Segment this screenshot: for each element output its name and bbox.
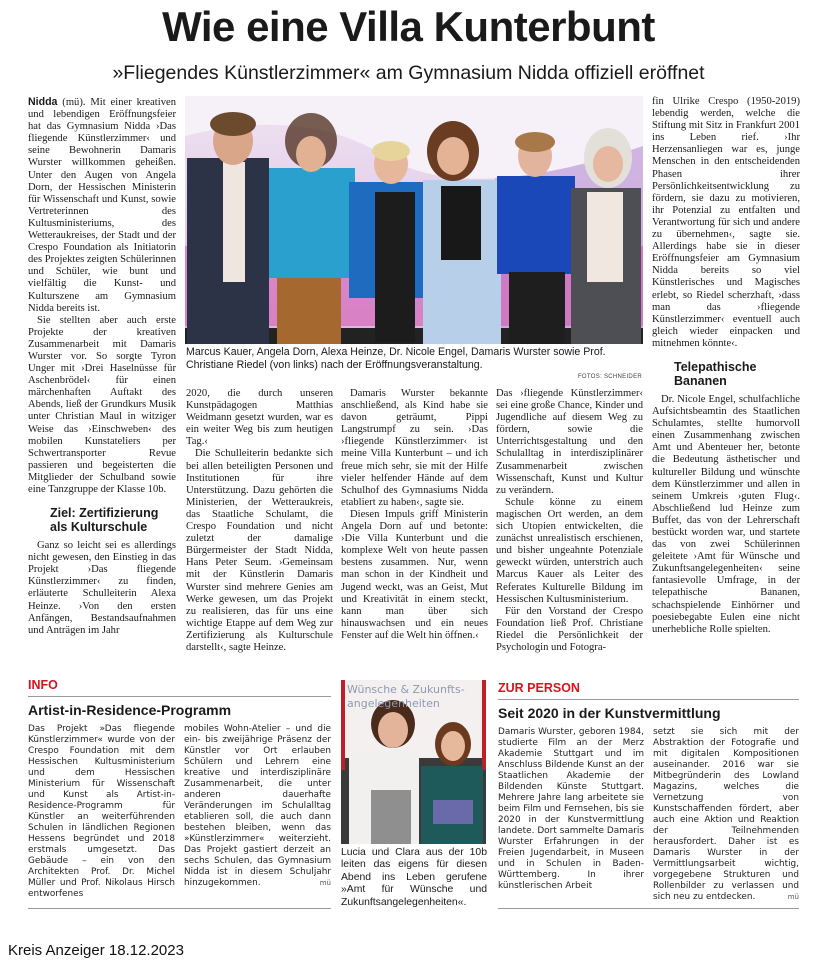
article-column-1 bbox=[28, 96, 176, 664]
source-note: Kreis Anzeiger 18.12.2023 bbox=[8, 942, 184, 959]
lead-paragraph bbox=[28, 96, 176, 315]
info-kicker: INFO bbox=[28, 678, 58, 692]
paragraph: Dr. Nicole Engel, schulfachliche Aufsichtsbeamtin des Staatlichen Schulamtes, stellte humorvoll einen Zusammenhang zwischen Amt und Abenteuer her, betonte die Bedeutung ästhetischer und kultureller Bildung und wünschte dem Künstlerzimmer und allen in seinem Umkreis ›guten Flug‹. Abschließend lud Heinze zum Buffet, das von der Lehrerschaft bestückt worden war, und startete das von zwei Schülerinnen geleitete ›Amt für Wünsche und Zukunftsangelegenheiten‹ seine fantasievolle Umfrage, in der telepathische Bananen, schachspielende Einhörner und poesiebegabte Eulen eine nicht unerhebliche Rolle spielten. bbox=[652, 393, 800, 635]
paragraph: 2020, die durch unseren Kunstpädagogen Matthias Weidmann gesetzt wurden, war es ein weiter Weg bis zum heutigen Tag.‹ bbox=[186, 388, 333, 448]
person-title: Seit 2020 in der Kunstvermittlung bbox=[498, 705, 721, 721]
info-bottom-rule bbox=[28, 908, 331, 909]
info-column-1: Das Projekt »Das fliegende Künstlerzimmer« wurde von der Crespo Foundation mit dem Hessischen Kultusministerium und dem Hessischen Ministerium für Wissenschaft und Kunst als Artist-in-Residence-Programm für Künstler an weiterführenden Schulen in ländlichen Regionen Hessens begründet und 2018 erstmals umgesetzt. Das Gebäude – ein von den Architekten Prof. Dr. Michel Müller und Prof. Nikolaus Hirsch entworfenes bbox=[28, 724, 175, 899]
group-photo bbox=[185, 96, 643, 344]
person-column-2 bbox=[653, 727, 799, 903]
article-column-5 bbox=[652, 96, 800, 664]
author-initials: mü bbox=[319, 879, 331, 887]
info-title: Artist-in-Residence-Programm bbox=[28, 702, 232, 718]
person-bottom-rule bbox=[498, 908, 799, 909]
group-photo-illustration bbox=[185, 96, 643, 344]
subheading: Ziel: Zertifizierung als Kulturschule bbox=[50, 506, 159, 535]
info-column-2 bbox=[184, 724, 331, 889]
dateline: Nidda bbox=[28, 96, 58, 108]
person-text: setzt sie sich mit der Abstraktion der Fotografie und mit digitalen Kompositionen auseinander. 2016 war sie Mitbegründerin des Lowland Magazins, welches die Vernetzung von Kunstschaffenden fördert, aber auch eine Aktion und Reaktion der Teilnehmenden herausfordert. Daher ist es Damaris Wurster in der Vermittlungsarbeit wichtig, vorgegebene Strukturen und Rollenbilder zu verlassen und sich neu zu entdecken. bbox=[653, 727, 799, 902]
headline: Wie eine Villa Kunterbunt bbox=[162, 3, 655, 50]
sign-text: Wünsche & Zukunfts-angelegenheiten bbox=[347, 683, 465, 710]
subheadline: »Fliegendes Künstlerzimmer« am Gymnasium Nidda offiziell eröffnet bbox=[112, 62, 705, 84]
info-rule bbox=[28, 696, 331, 697]
subheading: Telepathische Bananen bbox=[674, 359, 757, 388]
person-kicker: ZUR PERSON bbox=[498, 681, 580, 695]
paragraph: Diesen Impuls griff Ministerin Angela Dorn auf und betonte: ›Die Villa Kunterbunt und die komplexe Welt von heute passen bestens zusammen. Nur, wenn man schon in der Kindheit und Jugend weckt, was an Geist, Mut und Kreativität in einem steckt, kann man über sich hinauswachsen und ein neues Fenster auf die Welt hin öffnen.‹ bbox=[341, 508, 488, 641]
photo-caption: Marcus Kauer, Angela Dorn, Alexa Heinze, Dr. Nicole Engel, Damaris Wurster sowie Prof. Christiane Riedel (von links) nach der Eröffnungsveranstaltung. bbox=[186, 346, 606, 371]
paragraph: Die Schulleiterin bedankte sich bei allen beteiligten Personen und Institutionen für ihre Unterstützung. Dazu gehörten die Ministerien, der Wetteraukreis, das Staatliche Schulamt, die Crespo Foundation und nicht zuletzt der damalige Bürgermeister der Stadt Nidda, Hans Peter Seum. ›Gemeinsam mit der Künstlerin Damaris Wurster sind mehrere Genies am Werke gewesen, um das Projekt zu realisieren, das für uns eine wichtige Etappe auf dem Weg zur Zertifizierung als Kulturschule darstellt‹, sagte Heinze. bbox=[186, 448, 333, 653]
paragraph: Sie stellten aber auch erste Projekte der kreativen Zusammenarbeit mit Damaris Wurster vor. So sorgte Tyron Unger mit ›Drei Haselnüsse für Aschenbrödel‹ für einen märchenhaften Auftakt des Abends, ließ der Grundkurs Musik unter Christian Maul in witziger Weise das ›Einschweben‹ des mobilen Kunstateliers per Schwertransporter Revue passieren und begeisterten die Mitglieder der Schulband sowie eine Tanzgruppe der Klasse 10b. bbox=[28, 314, 176, 495]
students-photo bbox=[341, 680, 486, 844]
author-initials: mü bbox=[787, 893, 799, 901]
paragraph: Das ›fliegende Künstlerzimmer‹ sei eine große Chance, Kinder und Jugendliche auf diesem Weg zu fördern, sowie die Unterrichtsgestaltung und den Schulalltag in interdisziplinärer Zusammenarbeit zwischen Wissenschaft, Kunst und Kultur zu verändern. bbox=[496, 388, 643, 496]
info-text: mobiles Wohn-Atelier – und die ein- bis zweijährige Präsenz der Künstler vor Ort erlauben Schülern und Lehrern eine kreative und interdisziplinäre Zusammenarbeit, die unter anderen dauerhafte Veränderungen im Schulalltag etablieren soll, die auch dann bestehen bleiben, wenn das »Künstlerzimmer« weiterzieht. Das Projekt gastiert derzeit an sechs Schulen, das Gymnasium Nidda ist in diesem Schuljahr hinzugekommen. bbox=[184, 724, 331, 888]
paragraph: fin Ulrike Crespo (1950-2019) lebendig werden, welche die Stiftung mit Sitz in Frankfurt 2001 ins Leben rief. ›Ihr Herzensanliegen war es, junge Menschen in den entscheidenden Phasen ihrer Persönlichkeitsentwicklung zu fördern, sie dazu zu motivieren, ihr Potenzial zu entfalten und Verantwortung für sich und andere zu übernehmen‹, sagte sie. Allerdings habe sie in dieser Eröffnungsfeier am Gymnasium Nidda bereits so viel Künstlerisches und Magisches erlebt, so Riedel scherzhaft, ›dass man das ›fliegende Künstlerzimmer‹ eventuell auch gleich wieder einpacken und mitnehmen könnte‹. bbox=[652, 96, 800, 349]
article-column-3 bbox=[341, 388, 488, 664]
person-rule bbox=[498, 699, 799, 700]
article-column-4 bbox=[496, 388, 643, 664]
paragraph: Ganz so leicht sei es allerdings nicht gewesen, den Einstieg in das Projekt ›Das fliegende Künstlerzimmer‹ zu finden, erläuterte Schulleiterin Alexa Heinze. ›Von den ersten Anfängen, Bestandsaufnahmen und Anträgen im Jahr bbox=[28, 540, 176, 636]
paragraph: Schule könne zu einem magischen Ort werden, an dem sich Utopien entwickelten, die zunächst unrealistisch erschienen, und bisher ungeahnte Potenziale geweckt würden, unterstrich auch Marcus Kauer als Leiter des Referates Kulturelle Bildung im Hessischen Kultusministerium. bbox=[496, 496, 643, 605]
article-column-2 bbox=[186, 388, 333, 664]
students-photo-caption: Lucia und Clara aus der 10b leiten das eigens für diesen Abend ins Leben gerufene »Amt für Wünsche und Zukunftsangelegenheiten«. bbox=[341, 847, 487, 908]
photo-credit: FOTOS: SCHNEIDER bbox=[577, 374, 642, 380]
paragraph: Damaris Wurster bekannte anschließend, als Kind habe sie davon geträumt, Pippi Langstrumpf zu sein. ›Das ›fliegende Künstlerzimmer‹ ist meine Villa Kunterbunt – und ich freue mich sehr, sie mit der Hilfe vieler helfender Hände auf dem Schulhof des Gymnasiums Nidda etabliert zu haben‹, sagte sie. bbox=[341, 388, 488, 508]
paragraph: Für den Vorstand der Crespo Foundation ließ Prof. Christiane Riedel die Persönlichkeit der Psychologin und Fotogra- bbox=[496, 605, 643, 653]
person-column-1: Damaris Wurster, geboren 1984, studierte Film an der Merz Akademie Stuttgart und im Anschluss Bildende Kunst an der Staatlichen Akademie der Bildenden Künste Stuttgart. Mehrere Jahre lang arbeitete sie beim Film und Fernsehen, bis sie 2020 in der Kunstvermittlung landete. Dort sammelte Damaris Wurster Erfahrungen in der Freien Jugendarbeit, in Museen und in Schulen in Baden-Württemberg. In ihrer künstlerischen Arbeit bbox=[498, 727, 644, 891]
lead-text: (mü). Mit einer kreativen und lebendigen Eröffnungsfeier hat das Gymnasium Nidda ›Das fliegende Künstlerzimmer‹ und seine Bewohnerin Damaris Wurster willkommen geheißen. Unter den Augen von Angela Dorn, der Hessischen Ministerin für Wissenschaft und Kunst, sowie Vertreterinnen des Kultusministeriums, des Wetteraukreises, der Stadt und der Crespo Foundation als Initiatorin des Projektes zeigten Schülerinnen und Schüler, wie bunt und vielfältig die Kunst- und Kulturszene am Gymnasium Nidda bereits ist. bbox=[28, 97, 176, 314]
